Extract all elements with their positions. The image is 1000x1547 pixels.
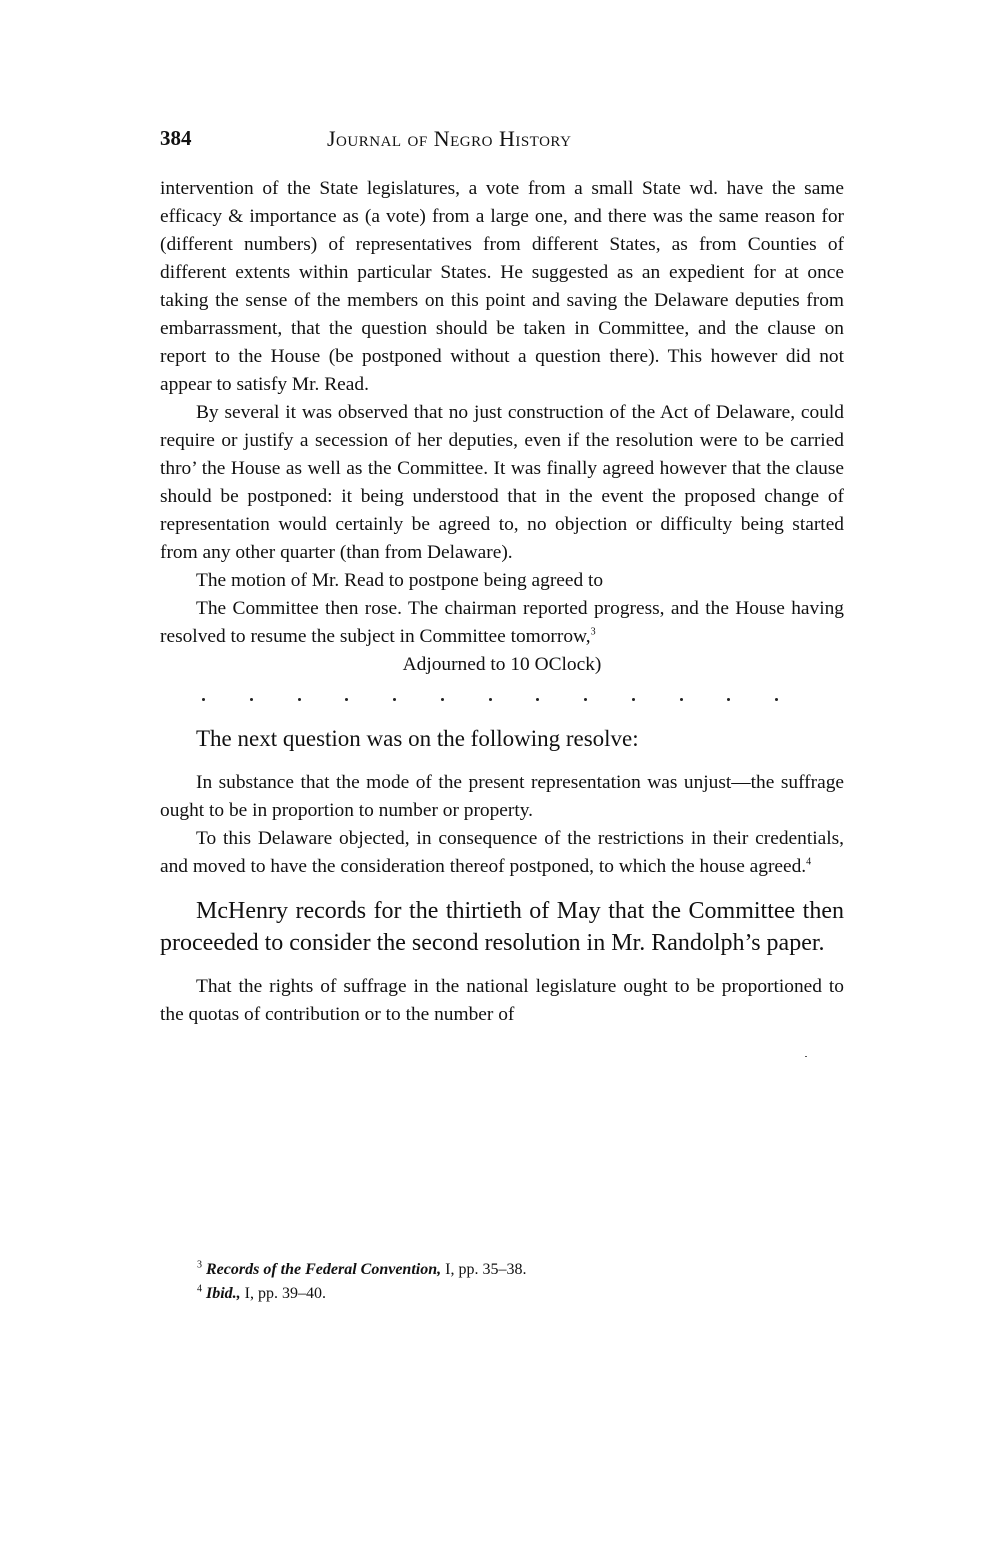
paragraph-delaware-objected: [160, 825, 844, 881]
ellipsis-separator: [160, 685, 844, 713]
footnote-ref-4[interactable]: 4: [806, 856, 812, 868]
adjourned-line: Adjourned to 10 OClock): [402, 654, 602, 675]
running-title: Journal of Negro History: [327, 126, 572, 151]
footnote-mark: 4: [197, 1283, 202, 1295]
page-number: 384: [160, 126, 192, 150]
footnote-title: Records of the Federal Convention,: [206, 1261, 442, 1278]
footnotes: [197, 1258, 837, 1306]
footnote-text: I, pp. 35–38.: [441, 1261, 527, 1278]
paragraph-in-substance: In substance that the mode of the present representation was unjust—the suffrage ought to be in proportion to number or property.: [160, 772, 844, 821]
page-body: [160, 175, 844, 1029]
footnote-3: [197, 1258, 837, 1282]
paragraph-committee-rose: [160, 595, 844, 651]
paragraph-mchenry: McHenry records for the thirtieth of May that the Committee then proceeded to consider the second resolution in Mr. Randolph’s paper.: [160, 898, 844, 956]
footnote-ref-3[interactable]: 3: [590, 626, 596, 638]
next-question-heading: The next question was on the following resolve:: [196, 726, 639, 751]
footnote-4: [197, 1282, 837, 1306]
paragraph-continuation: intervention of the State legislatures, a vote from a small State wd. have the same efficacy & importance as (a vote) from a large one, and there was the same reason for (different numbers) of representatives from different States, as from Counties of different extents within particular States. He suggested as an expedient for at once taking the sense of the members on this point and saving the Delaware deputies from embarrassment, that the question should be taken in Committee, and the clause on report to the House (be postponed without a question there). This however did not appear to satisfy Mr. Read.: [160, 178, 844, 395]
paragraph-motion-read: The motion of Mr. Read to postpone being agreed to: [196, 570, 604, 591]
footnote-text: I, pp. 39–40.: [240, 1285, 326, 1302]
running-header: [160, 126, 844, 156]
footnote-title: Ibid.,: [206, 1285, 241, 1302]
paragraph-rights-of-suffrage: That the rights of suffrage in the national legislature ought to be proportioned to the quotas of contribution or to the number of: [160, 976, 844, 1025]
scan-artifact: [805, 1056, 807, 1057]
paragraph-committee-rose-text: The Committee then rose. The chairman reported progress, and the House having resolved to resume the subject in Committee tomorrow,: [160, 598, 844, 647]
paragraph-delaware-objected-text: To this Delaware objected, in consequence of the restrictions in their credentials, and moved to have the consideration thereof postponed, to which the house agreed.: [160, 828, 844, 877]
paragraph-several-observed: By several it was observed that no just construction of the Act of Delaware, could require or justify a secession of her deputies, even if the resolution were to be carried thro’ the House as well as the Committee. It was finally agreed however that the clause should be postponed: it being understood that in the event the proposed change of representation would certainly be agreed to, no objection or difficulty being started from any other quarter (than from Delaware).: [160, 402, 844, 563]
footnote-mark: 3: [197, 1259, 202, 1271]
